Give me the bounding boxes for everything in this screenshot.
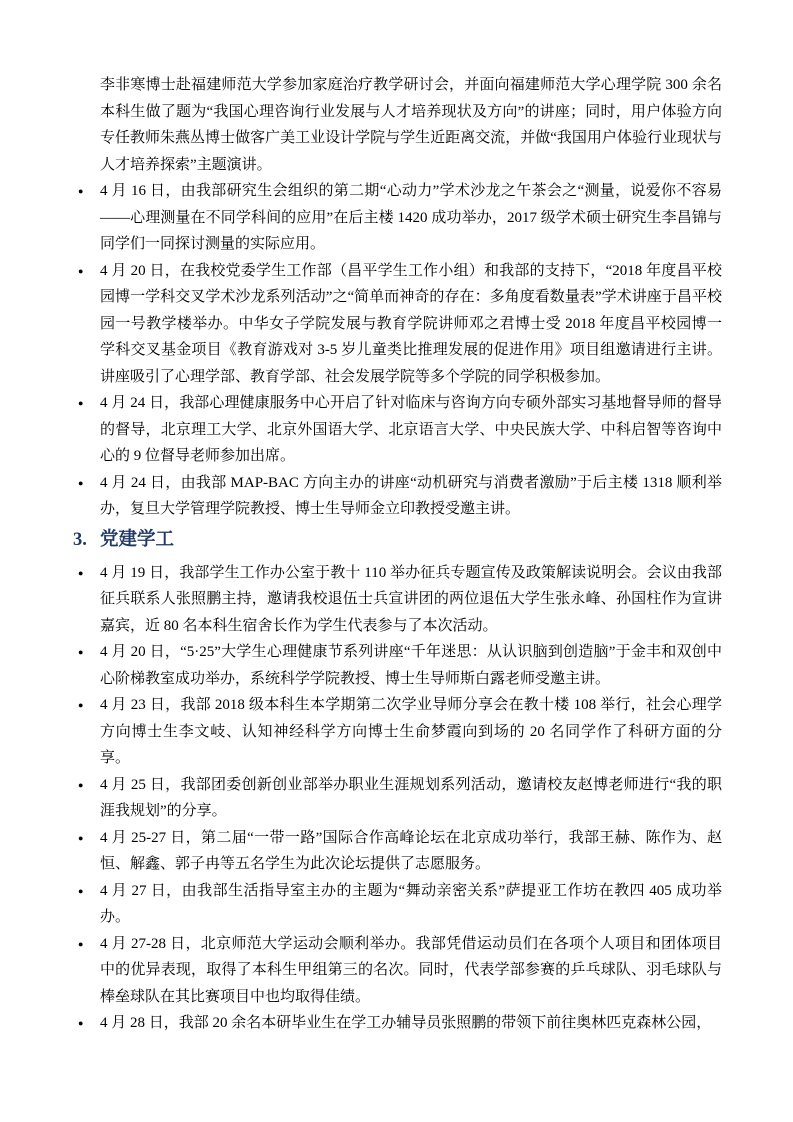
- bullet-icon: ●: [78, 938, 84, 949]
- bullet-icon: ●: [78, 700, 84, 710]
- bullet-text: 4 月 25 日，我部团委创新创业部举办职业生涯规划系列活动，邀请校友赵博老师进行“我的职涯我规划”的分享。: [100, 776, 722, 819]
- bullet-icon: ●: [78, 477, 84, 488]
- bullet-text: 4 月 20 日，在我校党委学生工作部（昌平学生工作小组）和我部的支持下，“2018 年度昌平校园博一学科交叉学术沙龙系列活动”之“简单而神奇的存在：多角度看数量表”学术讲座于昌平校园一号教学楼举办。中华女子学院发展与教育学院讲师邓之君博士受 2018 年度昌平校园博一学科交叉基金项目《教育游戏对 3-5 岁儿童类比推理发展的促进作用》项目组邀请进行主讲。讲座吸引了心理学部、教育学部、社会发展学院等多个学院的同学积极参加。: [100, 262, 722, 385]
- bullet-item: [78, 470, 722, 523]
- bullet-item: [78, 178, 722, 258]
- bullet-item: [78, 878, 722, 931]
- bullet-text: 4 月 28 日，我部 20 余名本研毕业生在学工办辅导员张照鹏的带领下前往奥林匹克森林公园，: [100, 1015, 712, 1031]
- bullet-item: [78, 825, 722, 878]
- bullet-text: 4 月 19 日，我部学生工作办公室于教十 110 举办征兵专题宣传及政策解读说明会。会议由我部征兵联系人张照鹏主持，邀请我校退伍士兵宣讲团的两位退伍大学生张永峰、孙国柱作为宣讲嘉宾，近 80 名本科生宿舍长作为学生代表参与了本次活动。: [100, 564, 722, 634]
- bullet-text: 4 月 27 日，由我部生活指导室主办的主题为“舞动亲密关系”萨提亚工作坊在教四 405 成功举办。: [100, 882, 722, 925]
- page-content: [73, 72, 722, 1037]
- bullet-item: [78, 931, 722, 1011]
- bullet-text: 4 月 24 日，我部心理健康服务中心开启了针对临床与咨询方向专硕外部实习基地督导师的督导的督导，北京理工大学、北京外国语大学、北京语言大学、中央民族大学、中科启智等咨询中心的 9 位督导老师参加出席。: [100, 395, 722, 464]
- bullet-icon: ●: [78, 186, 84, 196]
- bullet-icon: ●: [78, 265, 84, 276]
- bullet-icon: ●: [78, 885, 84, 896]
- bullet-text: 4 月 23 日，我部 2018 级本科生本学期第二次学业导师分享会在教十楼 108 举行，社会心理学方向博士生李文岐、认知神经科学方向博士生俞梦霞向到场的 20 名同学作了科研方面的分享。: [100, 697, 722, 766]
- bullet-icon: ●: [78, 779, 84, 790]
- bullet-text: 4 月 24 日，由我部 MAP-BAC 方向主办的讲座“动机研究与消费者激励”于后主楼 1318 顺利举办，复旦大学管理学院教授、博士生导师金立印教授受邀主讲。: [100, 474, 722, 517]
- bullet-item: [78, 560, 722, 640]
- bullet-icon: ●: [78, 567, 84, 578]
- bullet-item: [78, 390, 722, 470]
- bullet-icon: ●: [78, 832, 84, 843]
- continuation-paragraph: 李非寒博士赴福建师范大学参加家庭治疗教学研讨会，并面向福建师范大学心理学院 300 余名本科生做了题为“我国心理咨询行业发展与人才培养现状及方向”的讲座；同时，用户体验方向专任教师朱燕丛博士做客广美工业设计学院与学生近距离交流，并做“我国用户体验行业现状与人才培养探索”主题演讲。: [100, 77, 722, 173]
- bullet-text: 4 月 16 日，由我部研究生会组织的第二期“心动力”学术沙龙之午茶会之“测量，说爱你不容易——心理测量在不同学科间的应用”在后主楼 1420 成功举办，2017 级学术硕士研究生李昌锦与同学们一同探讨测量的实际应用。: [100, 183, 722, 252]
- section-heading-number: 3.: [73, 529, 87, 550]
- bullet-item: [78, 692, 722, 772]
- bullet-item: [78, 772, 722, 825]
- bullet-text: 4 月 25-27 日，第二届“一带一路”国际合作高峰论坛在北京成功举行，我部王赫、陈作为、赵恒、解鑫、郭子冉等五名学生为此次论坛提供了志愿服务。: [100, 829, 722, 872]
- bullet-item: [78, 639, 722, 692]
- section-heading-party-building: [73, 527, 722, 553]
- bullet-item: [78, 258, 722, 391]
- bullet-item: [78, 1010, 722, 1037]
- bullet-text: 4 月 20 日，“5·25”大学生心理健康节系列讲座“千年迷思：从认识脑到创造脑”于金丰和双创中心阶梯教室成功举办，系统科学学院教授、博士生导师斯白露老师受邀主讲。: [100, 644, 722, 687]
- bullet-text: 4 月 27-28 日，北京师范大学运动会顺利举办。我部凭借运动员们在各项个人项目和团体项目中的优异表现，取得了本科生甲组第三的名次。同时，代表学部参赛的乒乓球队、羽毛球队与棒垒球队在其比赛项目中也均取得佳绩。: [100, 935, 722, 1005]
- bullet-icon: ●: [78, 1018, 84, 1028]
- section-heading-title: 党建学工: [100, 529, 175, 550]
- bullet-icon: ●: [78, 398, 84, 408]
- bullet-icon: ●: [78, 647, 84, 657]
